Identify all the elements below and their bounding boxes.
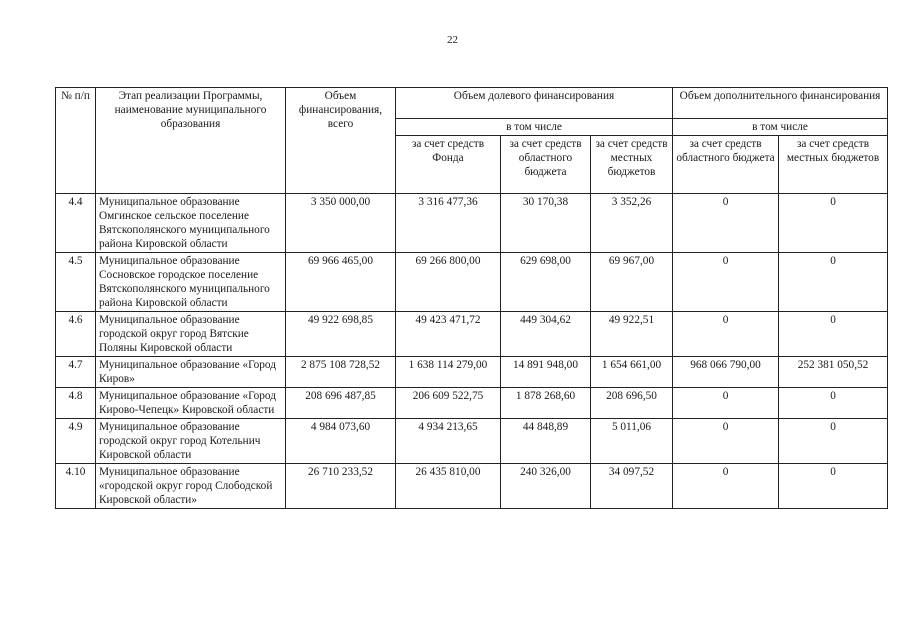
row-fund: 69 266 800,00 xyxy=(396,253,501,312)
header-num: № п/п xyxy=(56,88,96,194)
row-add-regional: 968 066 790,00 xyxy=(673,357,779,388)
header-total: Объем финансирования, всего xyxy=(286,88,396,194)
row-add-local: 0 xyxy=(779,419,888,464)
row-regional: 14 891 948,00 xyxy=(501,357,591,388)
row-total: 26 710 233,52 xyxy=(286,464,396,509)
row-fund: 1 638 114 279,00 xyxy=(396,357,501,388)
row-local: 208 696,50 xyxy=(591,388,673,419)
row-local: 69 967,00 xyxy=(591,253,673,312)
row-name: Муниципальное образование Омгинское сельское поселение Вятскополянского муниципального района Кировской области xyxy=(96,194,286,253)
page-number: 22 xyxy=(447,34,458,46)
row-fund: 4 934 213,65 xyxy=(396,419,501,464)
table-row xyxy=(56,464,888,509)
row-name: Муниципальное образование городской округ город Котельнич Кировской области xyxy=(96,419,286,464)
row-add-regional: 0 xyxy=(673,253,779,312)
row-regional: 30 170,38 xyxy=(501,194,591,253)
row-add-regional: 0 xyxy=(673,194,779,253)
row-regional: 629 698,00 xyxy=(501,253,591,312)
table-row xyxy=(56,357,888,388)
table-row xyxy=(56,312,888,357)
row-num: 4.4 xyxy=(56,194,96,253)
row-add-local: 0 xyxy=(779,194,888,253)
row-local: 34 097,52 xyxy=(591,464,673,509)
row-regional: 240 326,00 xyxy=(501,464,591,509)
row-name: Муниципальное образование «Город Кирово-Чепецк» Кировской области xyxy=(96,388,286,419)
row-fund: 206 609 522,75 xyxy=(396,388,501,419)
row-local: 5 011,06 xyxy=(591,419,673,464)
row-num: 4.6 xyxy=(56,312,96,357)
row-add-local: 0 xyxy=(779,388,888,419)
row-name: Муниципальное образование Сосновское городское поселение Вятскополянского муниципального района Кировской области xyxy=(96,253,286,312)
row-total: 49 922 698,85 xyxy=(286,312,396,357)
row-local: 1 654 661,00 xyxy=(591,357,673,388)
row-total: 2 875 108 728,52 xyxy=(286,357,396,388)
row-local: 49 922,51 xyxy=(591,312,673,357)
row-add-regional: 0 xyxy=(673,312,779,357)
table-row xyxy=(56,194,888,253)
row-add-regional: 0 xyxy=(673,388,779,419)
header-additional-financing: Объем дополнительного финансирования xyxy=(673,88,888,119)
header-local: за счет средств местных бюджетов xyxy=(591,136,673,194)
row-add-local: 0 xyxy=(779,464,888,509)
header-including-shared: в том числе xyxy=(396,119,673,136)
header-stage: Этап реализации Программы, наименование муниципального образования xyxy=(96,88,286,194)
row-num: 4.5 xyxy=(56,253,96,312)
row-add-local: 0 xyxy=(779,253,888,312)
row-name: Муниципальное образование городской округ город Вятские Поляны Кировской области xyxy=(96,312,286,357)
row-regional: 449 304,62 xyxy=(501,312,591,357)
header-including-additional: в том числе xyxy=(673,119,888,136)
row-name: Муниципальное образование «городской округ город Слободской Кировской области» xyxy=(96,464,286,509)
row-add-regional: 0 xyxy=(673,464,779,509)
row-num: 4.8 xyxy=(56,388,96,419)
row-total: 3 350 000,00 xyxy=(286,194,396,253)
row-add-local: 252 381 050,52 xyxy=(779,357,888,388)
row-total: 69 966 465,00 xyxy=(286,253,396,312)
row-total: 208 696 487,85 xyxy=(286,388,396,419)
header-fund: за счет средств Фонда xyxy=(396,136,501,194)
row-num: 4.7 xyxy=(56,357,96,388)
row-num: 4.9 xyxy=(56,419,96,464)
row-num: 4.10 xyxy=(56,464,96,509)
row-regional: 1 878 268,60 xyxy=(501,388,591,419)
row-regional: 44 848,89 xyxy=(501,419,591,464)
row-total: 4 984 073,60 xyxy=(286,419,396,464)
row-fund: 49 423 471,72 xyxy=(396,312,501,357)
row-local: 3 352,26 xyxy=(591,194,673,253)
header-add-local: за счет средств местных бюджетов xyxy=(779,136,888,194)
table-row xyxy=(56,388,888,419)
header-regional: за счет средств областного бюджета xyxy=(501,136,591,194)
row-fund: 3 316 477,36 xyxy=(396,194,501,253)
header-add-regional: за счет средств областного бюджета xyxy=(673,136,779,194)
row-add-local: 0 xyxy=(779,312,888,357)
table-row xyxy=(56,419,888,464)
row-add-regional: 0 xyxy=(673,419,779,464)
financing-table xyxy=(55,87,888,509)
table-row xyxy=(56,253,888,312)
row-name: Муниципальное образование «Город Киров» xyxy=(96,357,286,388)
row-fund: 26 435 810,00 xyxy=(396,464,501,509)
header-shared-financing: Объем долевого финансирования xyxy=(396,88,673,119)
